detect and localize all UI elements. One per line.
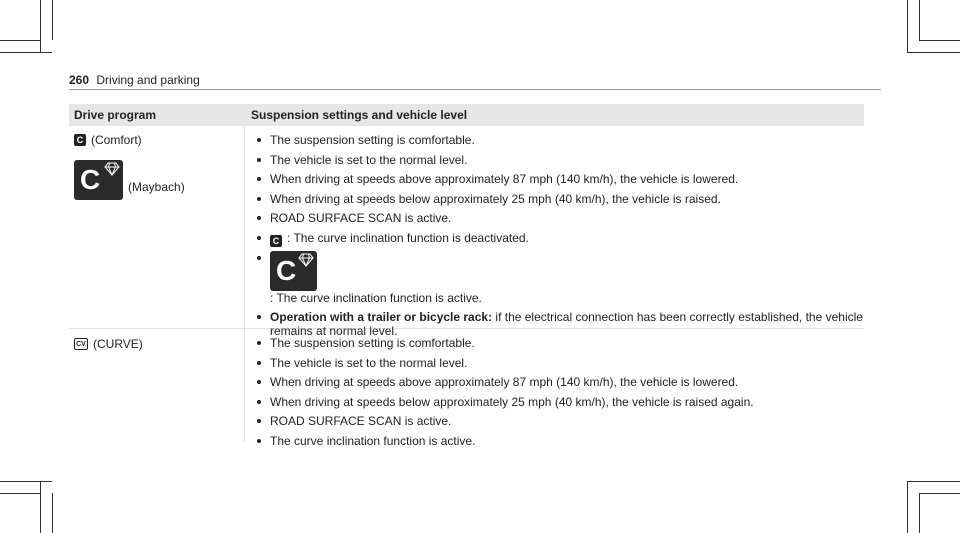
header-rule [69,89,881,90]
list-item [257,251,864,305]
settings-list [257,336,864,448]
col-header-drive-program: Drive program [74,108,157,122]
list-item: When driving at speeds below approximately 25 mph (40 km/h), the vehicle is raised. [257,192,864,206]
program-label: (Comfort) [91,133,142,147]
crop-mark [919,0,920,40]
crop-mark [907,481,960,482]
crop-mark [40,481,41,533]
page-number: 260 [69,73,90,87]
maybach-label: (Maybach) [128,180,185,194]
program-cell [69,329,244,442]
maybach-c-diamond-icon: C [270,251,317,291]
list-item [257,231,864,247]
trailer-heading: Operation with a trailer or bicycle rack: [270,310,493,324]
list-item: The vehicle is set to the normal level. [257,153,864,167]
curve-deactivated-text: : The curve inclination function is deactivated. [287,230,529,245]
col-header-suspension: Suspension settings and vehicle level [251,108,468,122]
list-item: When driving at speeds above approximately 87 mph (140 km/h), the vehicle is lowered. [257,375,864,389]
crop-mark [919,493,960,494]
trailer-text: if the electrical connection has been correctly established, the vehicle remains at normal level. [270,310,863,338]
list-item: The vehicle is set to the normal level. [257,356,864,370]
comfort-c-icon: C [74,134,86,146]
crop-mark [0,481,52,482]
diamond-icon [104,162,120,176]
list-item: When driving at speeds below approximately 25 mph (40 km/h), the vehicle is raised again. [257,395,864,409]
curve-active-text: : The curve inclination function is active. [270,290,482,305]
crop-mark [52,493,53,533]
maybach-c-diamond-icon: C [74,160,123,200]
table-row [69,126,864,338]
list-item: The suspension setting is comfortable. [257,336,864,350]
comfort-c-icon: C [270,235,282,247]
program-label: (CURVE) [93,337,143,351]
program-cell [69,126,244,328]
table-row [69,329,864,448]
settings-cell [244,329,864,448]
drive-program-table [69,104,864,448]
section-title: Driving and parking [96,73,200,87]
list-item: The curve inclination function is active. [257,434,864,448]
crop-mark [919,40,960,41]
crop-mark [0,40,40,41]
curve-cv-icon: CV [74,338,88,350]
table-header [69,104,864,126]
crop-mark [0,52,52,53]
diamond-icon [298,253,314,267]
list-item: When driving at speeds above approximately 87 mph (140 km/h), the vehicle is lowered. [257,172,864,186]
crop-mark [907,52,960,53]
list-item: ROAD SURFACE SCAN is active. [257,211,864,225]
crop-mark [919,493,920,533]
settings-list [257,133,864,338]
page-header [69,73,200,87]
crop-mark [0,493,40,494]
settings-cell [244,126,864,338]
crop-mark [907,0,908,52]
list-item: The suspension setting is comfortable. [257,133,864,147]
crop-mark [52,0,53,40]
crop-mark [907,481,908,533]
crop-mark [40,0,41,52]
list-item: ROAD SURFACE SCAN is active. [257,414,864,428]
